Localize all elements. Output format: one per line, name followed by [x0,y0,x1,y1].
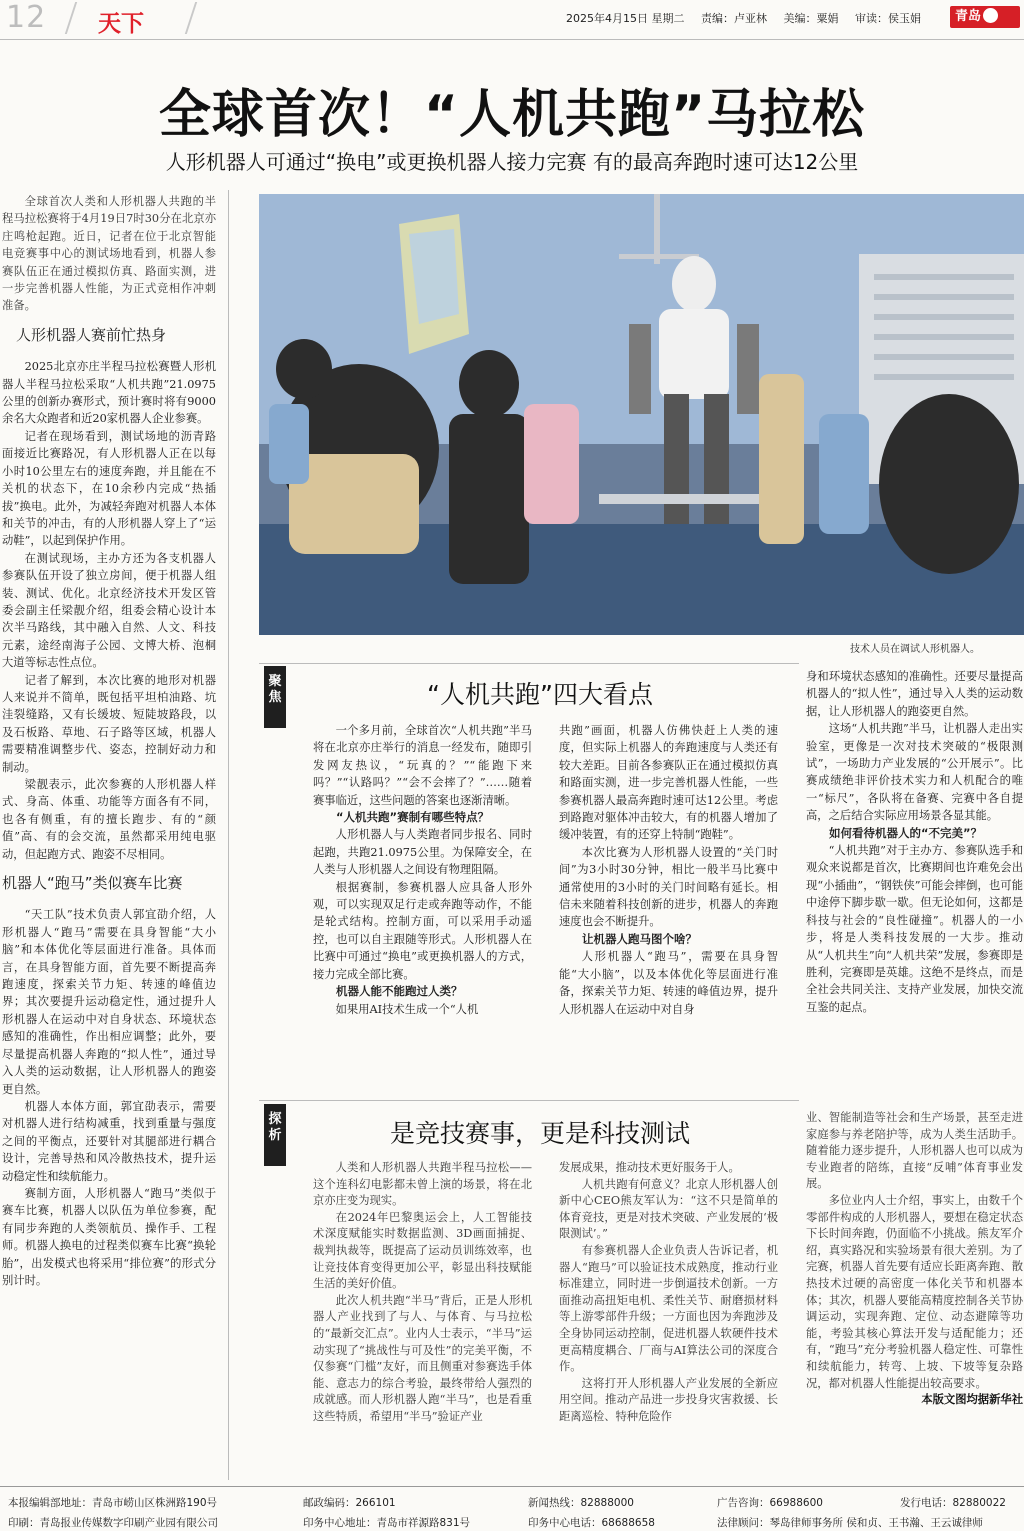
section1-column-2 [559,722,778,1018]
section-title: 是竞技赛事，更是科技测试 [389,1119,690,1148]
question-heading: 如何看待机器人的“不完美”？ [829,825,983,840]
paragraph: 有参赛机器人企业负责人告诉记者，机器人“跑马”可以验证技术成熟度，推动行业标准建立，同时进一步倒逼技术创新。一方面推动高扭矩电机、柔性关节、耐磨损材料等上游零部件升级；一方面也因为奔跑涉及全身协同运动控制，促进机器人软硬件技术更高精度耦合、厂商与AI算法公司的深度合作。 [559,1243,778,1374]
paragraph: 在测试现场，主办方还为各支机器人参赛队伍开设了独立房间，便于机器人组装、测试、优化。北京经济技术开发区管委会副主任梁靓介绍，组委会精心设计本次半马路线，其中融入自然、人文、科技元素，途经南海子公园、文博大桥、泡桐大道等标志性点位。 [2,551,216,670]
paragraph: 人形机器人“跑马”，需要在具身智能“大小脑”，以及本体优化等层面进行准备，探索关节力矩、转速的峰值边界，提升人形机器人在运动中对自身 [559,950,778,1016]
section-rule [259,1100,799,1101]
reviewer-credit: 审读：侯玉娟 [855,12,921,25]
left-column [2,193,216,1289]
paragraph: 记者了解到，本次比赛的地形对机器人来说并不简单，既包括平坦柏油路、坑洼裂缝路，又有长缓坡、短陡坡路段，以及石板路、草地、石子路等区域，机器人需要精准调整步代、姿态，控制好动力和制动。 [2,673,216,774]
page-footer [0,1486,1024,1531]
paragraph: 这将打开人形机器人产业发展的全新应用空间。推动产品进一步投身灾害救援、长距离巡检、特种危险作 [559,1376,778,1423]
paragraph: 梁靓表示，此次参赛的人形机器人样式、身高、体重、功能等方面各有不同，也各有侧重，有的擅长跑步、有的“颜值”高、有的会交流，虽然都采用纯电驱动，但起跑方式、跑姿不尽相同。 [2,778,216,861]
paragraph: “人机共跑”对于主办方、参赛队选手和观众来说都是首次，比赛期间也许难免会出现“小插曲”，“钢铁侠”可能会摔倒，也可能中途停下脚步歇一歇。但无论如何，这都是科技与社会的“良性碰撞”。机器人的一小步，将是人类科技发展的一大步。推动从“人机共生”向“人机共荣”发展，参赛即是胜利，完赛即是英雄。这绝不是终点，而是全社会共同关注、支持产业发展，加快交流互鉴的起点。 [806,844,1023,1014]
paragraph: “天工队”技术负责人郭宜劭介绍，人形机器人“跑马”需要在具身智能“大小脑”和本体优化等层面进行准备。具体而言，在具身智能方面，首先要不断提高奔跑速度，探索关节力矩、转速的峰值边界；其次要提升运动稳定性，通过提升人形机器人在运动中对自身状态、环境状态感知的准确性，作出相应调整；此外，要尽量提高机器人奔跑的“拟人性”，通过导入人类的运动数据，让人形机器人的跑姿更自然。 [2,908,216,1096]
paragraph: 如果用AI技术生成一个“人机 [335,1002,479,1016]
paragraph: 一个多月前，全球首次“人机共跑”半马将在北京亦庄举行的消息一经发布，随即引发网友热议，“玩真的？”“能跑下来吗？”“认路吗？”“会不会摔了？”……随着赛事临近，这些问题的答案也逐渐清晰。 [313,724,532,807]
question-heading: “人机共跑”赛制有哪些特点？ [336,810,490,825]
footer-distribution: 发行电话：82880022 [900,1497,1006,1509]
header-info [566,10,934,26]
paragraph: 人类和人形机器人共跑半程马拉松——这个连科幻电影都未曾上演的场景，将在北京亦庄变为现实。 [313,1161,532,1208]
logo-mark-icon [983,8,998,23]
page-header [0,0,1024,40]
photo-illustration [259,194,1024,635]
page-subtitle: 人形机器人可通过“换电”或更换机器人接力完赛 有的最高奔跑时速可达12公里 [165,150,859,174]
paragraph: 根据赛制，参赛机器人应具备人形外观，可以实现双足行走或奔跑等动作，不能是轮式结构。控制方面，可以采用手动遥控，也可以自主跟随等形式。人形机器人在比赛中可通过“换电”或更换机器人的方式，接力完成全部比赛。 [313,880,532,981]
editor-credit: 责编：卢亚林 [701,12,767,25]
paragraph: 机器人本体方面，郭宜劭表示，需要对机器人进行结构减重，找到重量与强度之间的平衡点，还要针对其腿部进行耦合设计，完善导热和风冷散热技术，提升运动稳定性和续航能力。 [2,1099,216,1183]
paragraph: 多位业内人士介绍，事实上，由数千个零部件构成的人形机器人，要想在稳定状态下长时间奔跑，仍面临不小挑战。熊友军介绍，真实路况和实验场景有很大差别。为了完赛，机器人首先要有适应长距离奔跑、散热技术过硬的高密度一体化关节和机器本体；其次，机器人要能高精度控制各关节协调运动，实现奔跑、定位、动态避障等功能，考验其核心算法开发与适配能力；还有，“跑马”充分考验机器人稳定性、可靠性和续航能力，转弯、上坡、下坡等复杂路况，都对机器人性能提出较高要求。 [806,1193,1023,1390]
footer-ad-phone: 广告咨询：66988600 [717,1497,823,1509]
paragraph: 发展成果，推动技术更好服务于人。 [559,1161,740,1174]
header-divider [65,2,77,34]
section-name: 天下 [98,11,144,37]
footer-legal: 法律顾问：琴岛律师事务所 侯和贞、王书瀚、王云诚律师 [717,1517,983,1529]
paragraph: 业、智能制造等社会和生产场景，甚至走进家庭参与养老陪护等，成为人类生活助手。随着能力逐步提升，人形机器人也可以成为专业跑者的陪练，直接“反哺”体育事业发展。 [806,1111,1023,1191]
question-heading: 机器人能不能跑过人类？ [336,984,463,999]
paragraph: 2025北京亦庄半程马拉松赛暨人形机器人半程马拉松采取“人机共跑”21.0975公里的创新办赛形式，预计赛时将有9000余名大众跑者和近20家机器人企业参赛。 [2,360,216,426]
art-editor-credit: 美编：粟娟 [783,12,839,25]
paragraph: 人机共跑有何意义？北京人形机器人创新中心CEO熊友军认为：“这不只是简单的体育竞技，更是对技术突破、产业发展的‘极限测试’。” [559,1177,778,1241]
column-rule [228,190,229,1480]
newspaper-logo: 青岛 [950,6,1020,28]
paragraph: 记者在现场看到，测试场地的沥青路面接近比赛路况，有人形机器人正在以每小时10公里左右的速度奔跑，并且能在不关机的状态下，在10余秒内完成“热插拔”换电。此外，为减轻奔跑对机器人本体和关节的冲击，有的人形机器人穿上了“运动鞋”，以起到保护作用。 [2,429,216,548]
header-divider [185,2,197,34]
footer-printer: 印刷：青岛报业传媒数字印刷产业园有限公司 [8,1517,218,1529]
question-heading: 让机器人跑马图个啥？ [582,931,697,946]
section-tag: 聚焦 [264,666,286,728]
paragraph: 人形机器人与人类跑者同步报名、同时起跑，共跑21.0975公里。为保障安全，在人类与人形机器人之间设有物理阻隔。 [313,828,532,877]
section2-column-3 [806,1110,1023,1409]
section-title: “人机共跑”四大看点 [427,680,653,709]
footer-address: 本报编辑部地址：青岛市崂山区株洲路190号 [8,1497,218,1509]
footer-print-address: 印务中心地址：青岛市祥源路831号 [303,1517,471,1529]
footer-print-phone: 印务中心电话：68688658 [528,1517,655,1529]
page-number: 12 [6,0,47,35]
issue-date: 2025年4月15日 星期二 [566,12,685,25]
footer-postcode: 邮政编码：266101 [303,1497,396,1509]
footer-hotline: 新闻热线：82888000 [528,1497,634,1509]
paragraph: 此次人机共跑“半马”背后，正是人形机器人产业找到了与人、与体育、与马拉松的“最新交汇点”。业内人士表示，“半马”运动实现了“挑战性与可及性”的完美平衡，不仅参赛“门槛”友好，而且侧重对参赛选手体能、意志力的综合考验，最终带给人强烈的成就感。而人形机器人跑“半马”，也是看重这些特质，希望用“半马”验证产业 [313,1293,532,1423]
paragraph: 在2024年巴黎奥运会上，人工智能技术深度赋能实时数据监测、3D画面捕捉、裁判执裁等，既提高了运动员训练效率，也让竞技体育变得更加公平，彰显出科技赋能生活的美好价值。 [313,1210,532,1291]
section-rule [259,663,799,664]
page-title: 全球首次！“人机共跑”马拉松 [158,85,866,145]
paragraph: 赛制方面，人形机器人“跑马”类似于赛车比赛，机器人以队伍为单位参赛，配有同步奔跑的人类领航员、操作手、工程师。机器人换电的过程类似赛车比赛“换轮胎”，出发模式也将采用“排位赛”的形式分别计时。 [2,1186,216,1287]
section2-column-1 [313,1160,532,1426]
photo-caption: 技术人员在调试人形机器人。 [850,644,980,655]
section2-column-2 [559,1160,778,1426]
paragraph: 这场“人机共跑”半马，让机器人走出实验室，更像是一次对技术突破的“极限测试”，一场助力产业发展的“公开展示”。比赛成绩绝非评价技术实力和人机配合的唯一“标尺”，各队将在备赛、完赛中各自提高，之后结合实际应用场景各显其能。 [806,722,1023,823]
paragraph: 共跑”画面，机器人仿佛快赶上人类的速度，但实际上机器人的奔跑速度与人类还有较大差距。目前各参赛队正在通过模拟仿真和路面实测，进一步完善机器人性能，一些参赛机器人最高奔跑时速可达12公里。考虑到路跑对躯体冲击较大，有的机器人增加了缓冲装置，有的还穿上特制“跑鞋”。 [559,724,778,842]
lead-paragraph: 全球首次人类和人形机器人共跑的半程马拉松赛将于4月19日7时30分在北京亦庄鸣枪起跑。近日，记者在位于北京智能电竞赛事中心的测试场地看到，机器人参赛队伍正在通过模拟仿真、路面实测，进一步完善机器人性能，为正式竞相作冲刺准备。 [2,195,216,313]
section1-column-1 [313,722,532,1018]
paragraph: 本次比赛为人形机器人设置的“关门时间”为3小时30分钟，相比一般半马比赛中通常使用的3小时的关门时间略有延长。相信未来随着科技创新的进步，机器人的奔跑速度也会不断提升。 [559,845,778,929]
section-tag: 探析 [264,1104,286,1166]
section-heading: 人形机器人赛前忙热身 [16,325,167,344]
section1-column-3 [806,668,1023,1016]
paragraph: 身和环境状态感知的准确性。还要尽量提高机器人的“拟人性”，通过导入人类的运动数据，让人形机器人的跑姿更自然。 [806,670,1023,718]
photo-credit: 本版文图均据新华社 [921,1393,1023,1407]
news-photo [259,194,1024,635]
section-heading: 机器人“跑马”类似赛车比赛 [2,874,183,893]
